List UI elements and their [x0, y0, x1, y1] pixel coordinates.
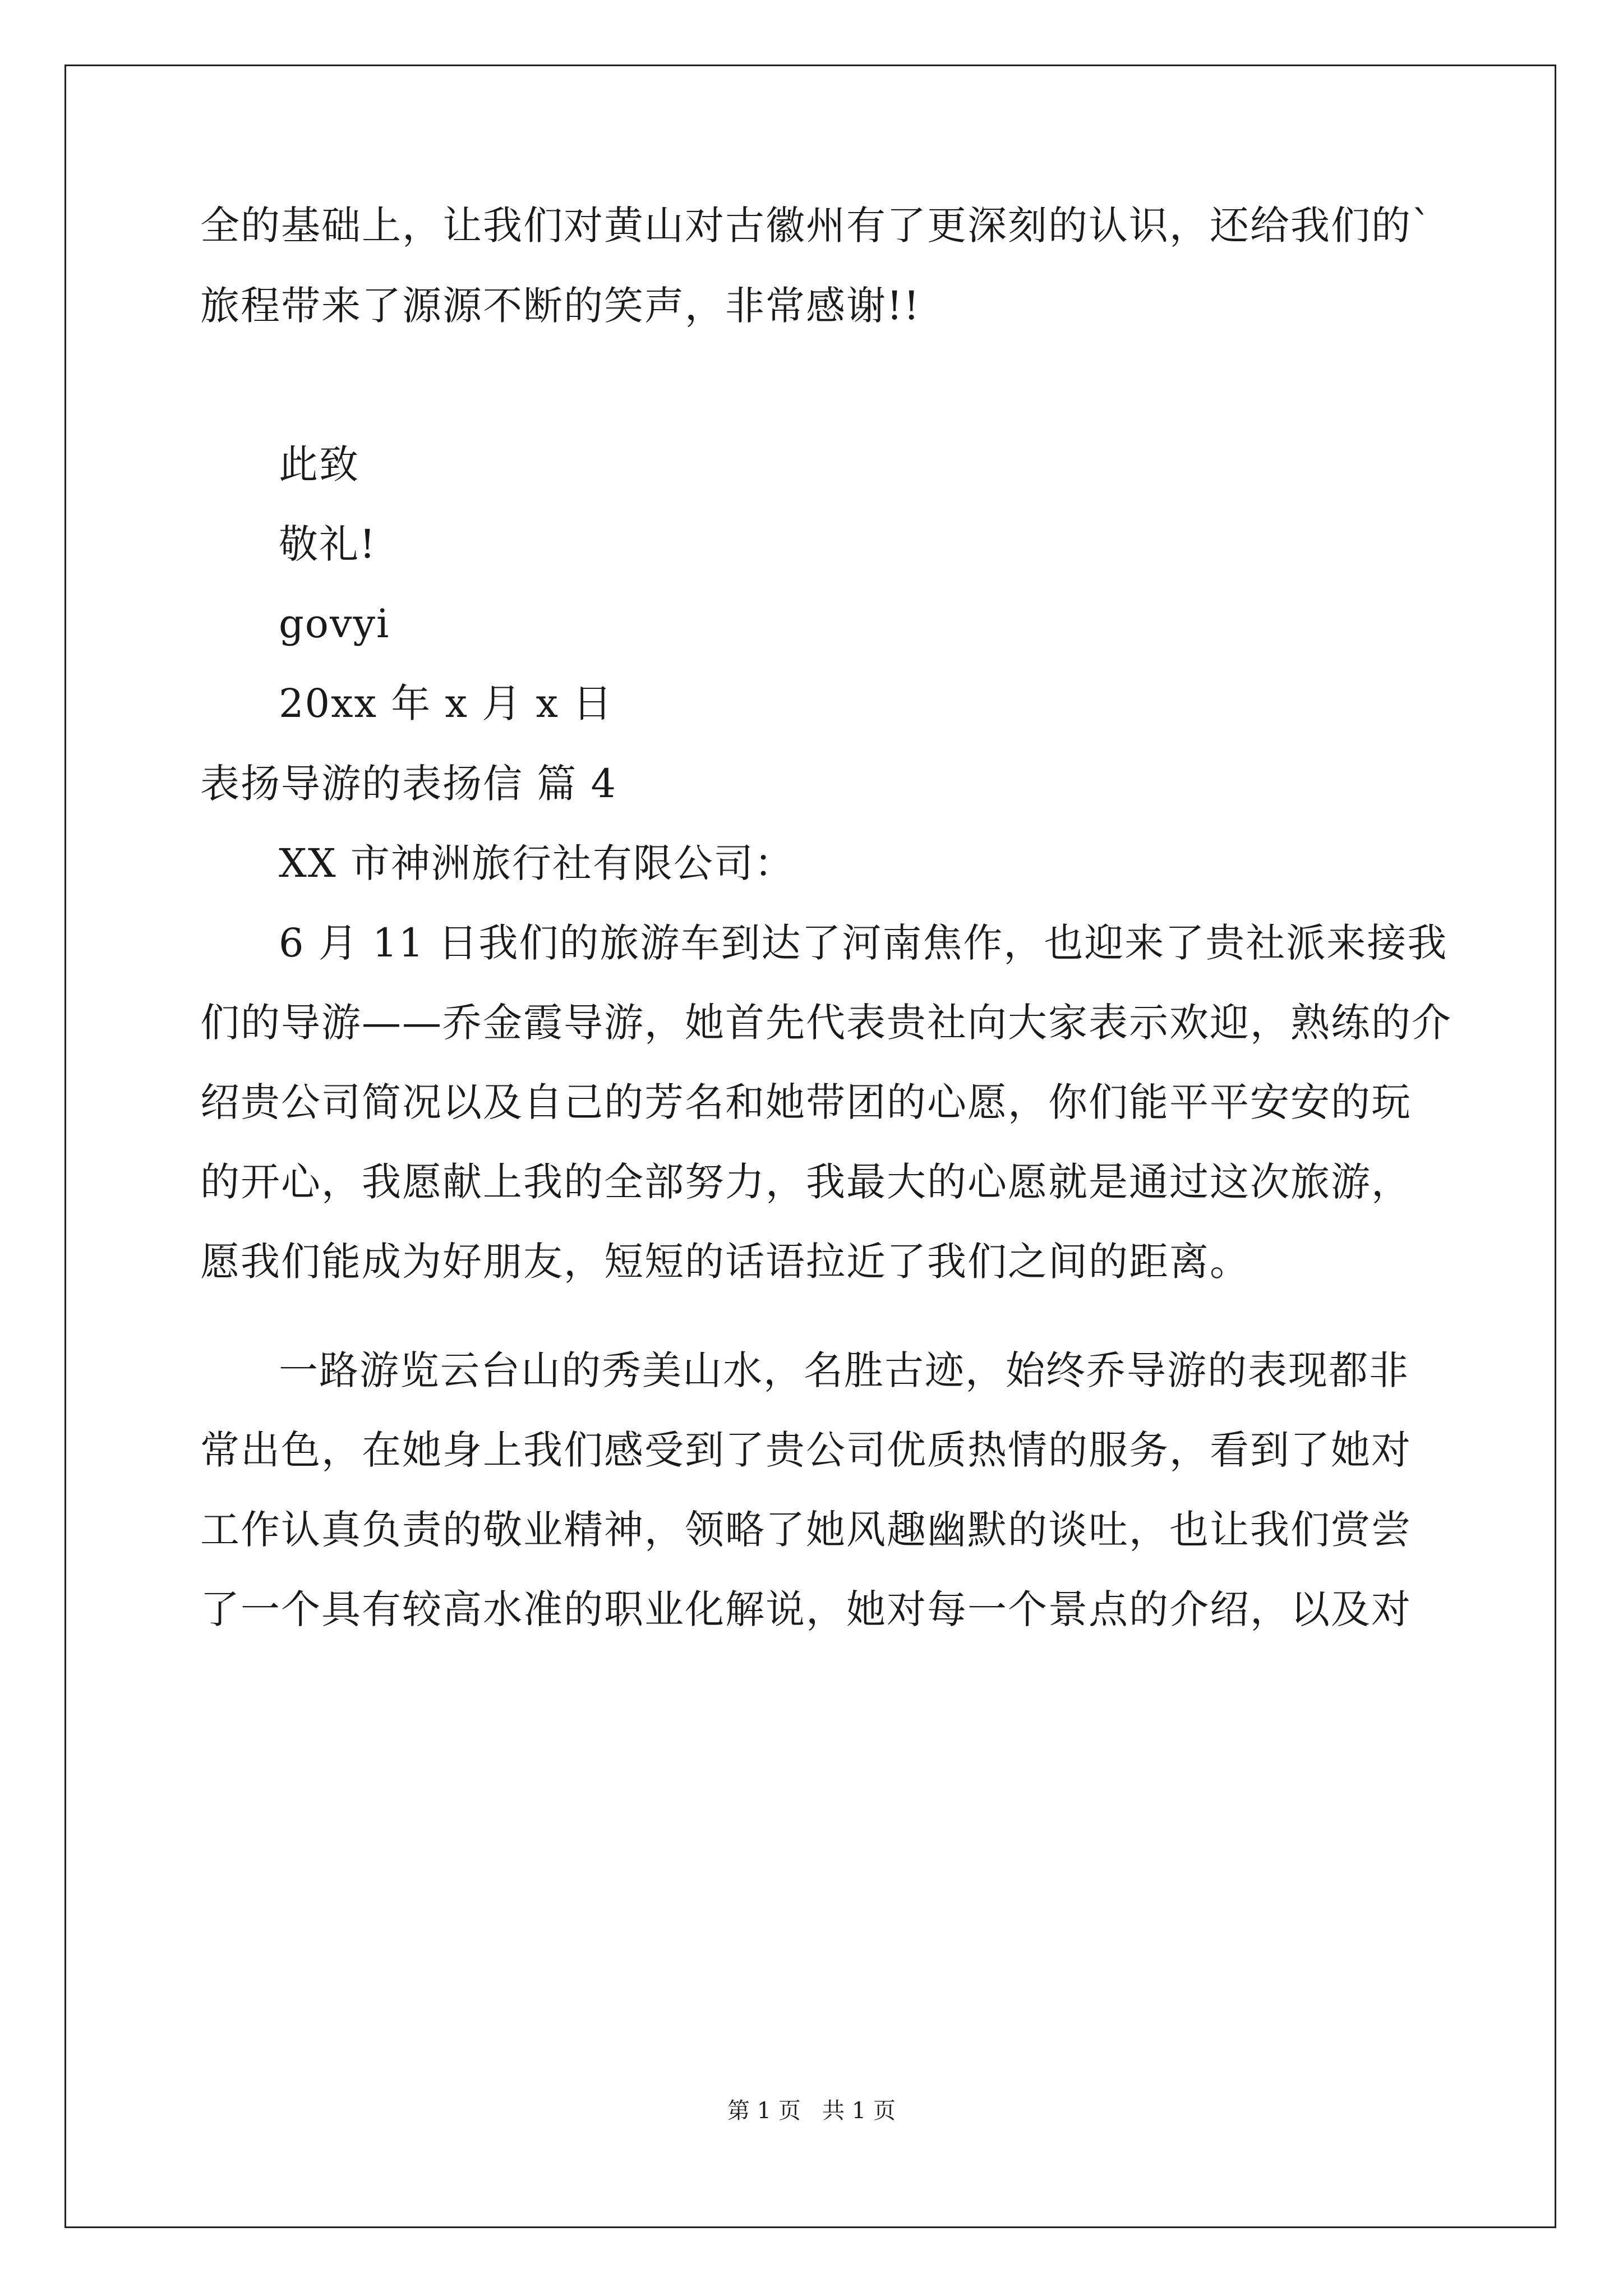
paragraph-line: 旅程带来了源源不断的笑声，非常感谢!!	[200, 283, 921, 329]
paragraph-line: 的开心，我愿献上我的全部努力，我最大的心愿就是通过这次旅游，	[200, 1159, 1412, 1205]
salutation-line: 此致	[279, 441, 359, 487]
paragraph-line: 绍贵公司简况以及自己的芳名和她带团的心愿，你们能平平安安的玩	[200, 1079, 1412, 1125]
recipient-line: XX 市神洲旅行社有限公司：	[279, 840, 795, 886]
page-border	[64, 65, 1556, 2228]
paragraph-line: 一路游览云台山的秀美山水，名胜古迹，始终乔导游的表现都非	[279, 1347, 1409, 1393]
page-footer: 第 1 页 共 1 页	[727, 2098, 896, 2124]
signature-line: govyi	[279, 601, 390, 647]
paragraph-line: 6 月 11 日我们的旅游车到达了河南焦作，也迎来了贵社派来接我	[279, 920, 1448, 966]
section-heading: 表扬导游的表扬信 篇 4	[200, 761, 617, 807]
paragraph-line: 了一个具有较高水准的职业化解说，她对每一个景点的介绍，以及对	[200, 1586, 1412, 1632]
paragraph-line: 常出色，在她身上我们感受到了贵公司优质热情的服务，看到了她对	[200, 1427, 1412, 1473]
paragraph-line: 们的导游——乔金霞导游，她首先代表贵社向大家表示欢迎，熟练的介	[200, 1000, 1452, 1046]
paragraph-line: 全的基础上，让我们对黄山对古徽州有了更深刻的认识，还给我们的`	[200, 203, 1432, 249]
salutation-line: 敬礼!	[279, 521, 377, 567]
date-line: 20xx 年 x 月 x 日	[279, 680, 614, 726]
paragraph-line: 工作认真负责的敬业精神，领略了她风趣幽默的谈吐，也让我们赏尝	[200, 1507, 1412, 1553]
paragraph-line: 愿我们能成为好朋友，短短的话语拉近了我们之间的距离。	[200, 1239, 1250, 1285]
